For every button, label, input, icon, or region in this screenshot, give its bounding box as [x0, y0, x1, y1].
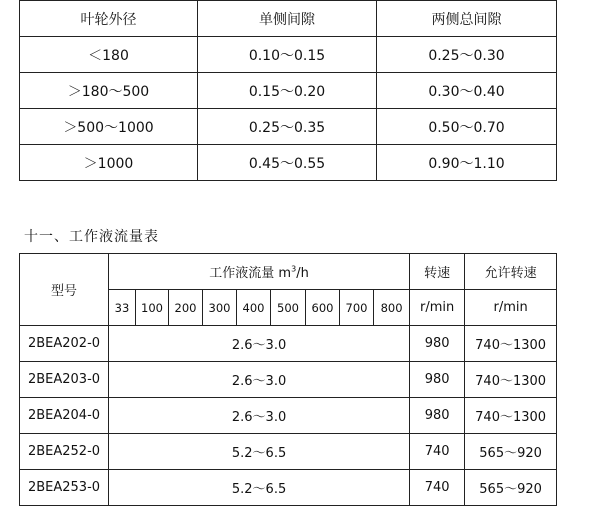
total-clearance-cell: 0.25～0.30 [377, 37, 557, 73]
flow-column-header: 800 [374, 290, 410, 326]
allowed-speed-cell: 565～920 [465, 470, 557, 506]
table-row [20, 434, 557, 470]
model-cell: 2BEA202-0 [20, 326, 109, 362]
table-row [20, 470, 557, 506]
header-flow-unit: /h [296, 266, 309, 281]
flow-column-header: 500 [271, 290, 306, 326]
header-flow-title: 工作液流量 m [209, 266, 292, 281]
flow-value-cell: 2.6～3.0 [109, 362, 410, 398]
flow-column-header: 200 [169, 290, 203, 326]
flow-value-cell: 5.2～6.5 [109, 434, 410, 470]
table-row [20, 37, 557, 73]
impeller-diameter-cell: ＜180 [20, 37, 198, 73]
flow-table [19, 253, 557, 506]
table-row [20, 73, 557, 109]
table-row [20, 362, 557, 398]
flow-column-header: 700 [340, 290, 374, 326]
allowed-speed-cell: 740～1300 [465, 326, 557, 362]
single-side-cell: 0.10～0.15 [198, 37, 377, 73]
total-clearance-cell: 0.30～0.40 [377, 73, 557, 109]
speed-cell: 980 [410, 398, 465, 434]
single-side-cell: 0.15～0.20 [198, 73, 377, 109]
section-title: 十一、工作液流量表 [24, 229, 159, 245]
header-flow-sup: 3 [291, 264, 297, 274]
table-header-row [20, 254, 557, 290]
header-model: 型号 [20, 254, 109, 326]
allowed-speed-cell: 740～1300 [465, 398, 557, 434]
impeller-diameter-cell: ＞1000 [20, 145, 198, 181]
model-cell: 2BEA203-0 [20, 362, 109, 398]
single-side-cell: 0.25～0.35 [198, 109, 377, 145]
model-cell: 2BEA252-0 [20, 434, 109, 470]
flow-value-cell: 5.2～6.5 [109, 470, 410, 506]
header-allowed-speed: 允许转速 [465, 254, 557, 290]
allowed-speed-cell: 740～1300 [465, 362, 557, 398]
flow-column-header: 100 [136, 290, 169, 326]
header-impeller-diameter: 叶轮外径 [20, 1, 198, 37]
header-single-side-clearance: 单侧间隙 [198, 1, 377, 37]
speed-cell: 740 [410, 434, 465, 470]
header-flow [109, 254, 410, 290]
model-cell: 2BEA253-0 [20, 470, 109, 506]
header-allowed-speed-unit: r/min [465, 290, 557, 326]
flow-value-cell: 2.6～3.0 [109, 326, 410, 362]
table-row [20, 145, 557, 181]
allowed-speed-cell: 565～920 [465, 434, 557, 470]
total-clearance-cell: 0.50～0.70 [377, 109, 557, 145]
table-row [20, 109, 557, 145]
model-cell: 2BEA204-0 [20, 398, 109, 434]
impeller-diameter-cell: ＞500～1000 [20, 109, 198, 145]
single-side-cell: 0.45～0.55 [198, 145, 377, 181]
speed-cell: 740 [410, 470, 465, 506]
flow-column-header: 33 [109, 290, 136, 326]
flow-column-header: 600 [306, 290, 340, 326]
flow-column-header: 300 [203, 290, 237, 326]
speed-cell: 980 [410, 326, 465, 362]
header-speed: 转速 [410, 254, 465, 290]
speed-cell: 980 [410, 362, 465, 398]
total-clearance-cell: 0.90～1.10 [377, 145, 557, 181]
table-header-row [20, 1, 557, 37]
impeller-diameter-cell: ＞180～500 [20, 73, 198, 109]
flow-column-header: 400 [237, 290, 271, 326]
flow-value-cell: 2.6～3.0 [109, 398, 410, 434]
table-row [20, 326, 557, 362]
table-row [20, 398, 557, 434]
clearance-table [19, 0, 557, 181]
header-total-clearance: 两侧总间隙 [377, 1, 557, 37]
header-speed-unit: r/min [410, 290, 465, 326]
